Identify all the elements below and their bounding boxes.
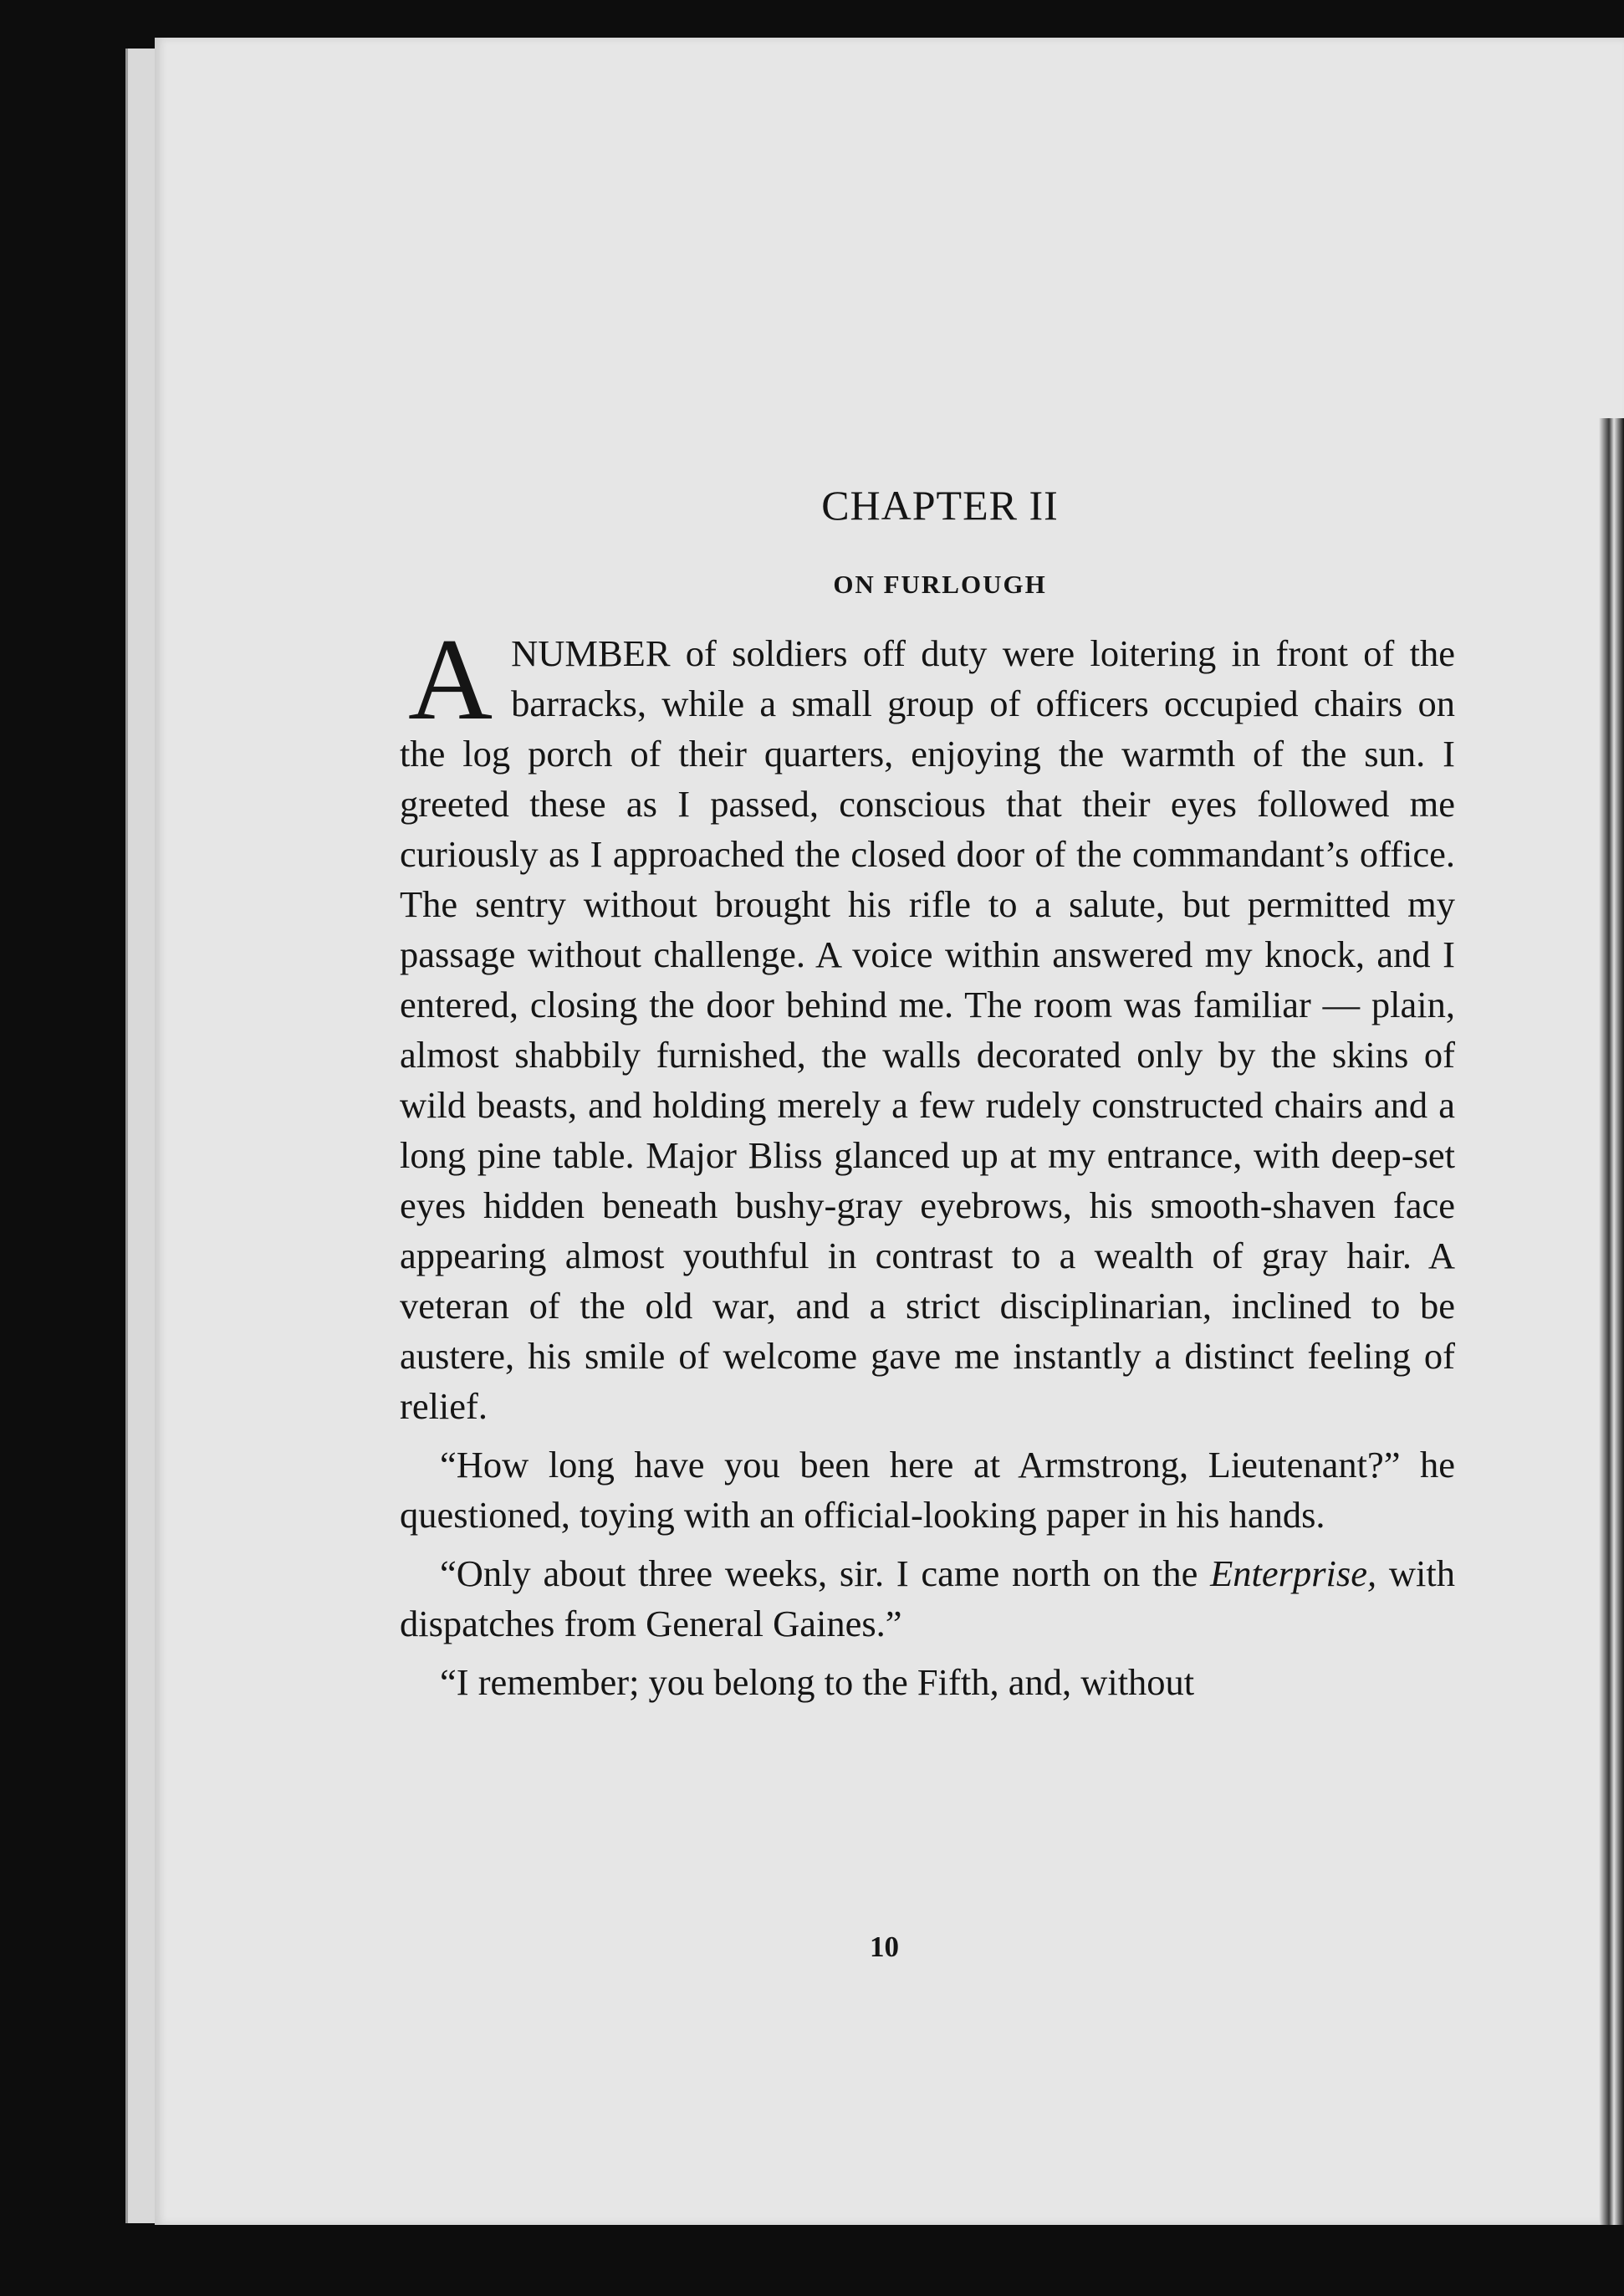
chapter-title: CHAPTER II: [821, 482, 1059, 529]
page-number: 10: [870, 1930, 899, 1963]
paragraph-3-text-end: with dispatches from General Gaines.”: [400, 1552, 1455, 1644]
paragraph-2: [400, 1439, 1455, 1540]
page-text-block: [400, 481, 1455, 1707]
paragraph-1: [400, 615, 1455, 1431]
paragraph-4-text: “I remember; you belong to the Fifth, and, without: [440, 1661, 1195, 1703]
chapter-subtitle: ON FURLOUGH: [833, 570, 1047, 599]
paragraph-3: [400, 1548, 1455, 1649]
drop-cap: A: [408, 615, 493, 744]
paragraph-1-text: NUMBER of soldiers off duty were loitering in front of the barracks, while a small group of officers occupied chairs on the log porch of their quarters, enjoying the warmth of the sun. I greeted these as I passed, conscious that their eyes followed me curiously as I approached the closed door of the commandant’s office. The sentry without brought his rifle to a salute, but permitted my passage without challenge. A voice within answered my knock, and I entered, closing the door behind me. The room was familiar — plain, almost shabbily furnished, the walls decorated only by the skins of wild beasts, and holding merely a few rudely constructed chairs and a long pine table. Major Bliss glanced up at my entrance, with deep-set eyes hidden beneath bushy-gray eyebrows, his smooth-shaven face appearing almost youthful in contrast to a wealth of gray hair. A veteran of the old war, and a strict disciplinarian, inclined to be austere, his smile of welcome gave me instantly a distinct feeling of relief.: [400, 632, 1455, 1427]
page-right-edge: [1599, 418, 1624, 2225]
paragraph-3-text-start: “Only about three weeks, sir. I came north on the: [440, 1552, 1211, 1594]
ship-name: Enterprise,: [1210, 1552, 1377, 1594]
paragraph-4: [400, 1657, 1455, 1707]
paragraph-2-text: “How long have you been here at Armstrong, Lieutenant?” he questioned, toying with an official-looking paper in his hands.: [400, 1444, 1455, 1536]
